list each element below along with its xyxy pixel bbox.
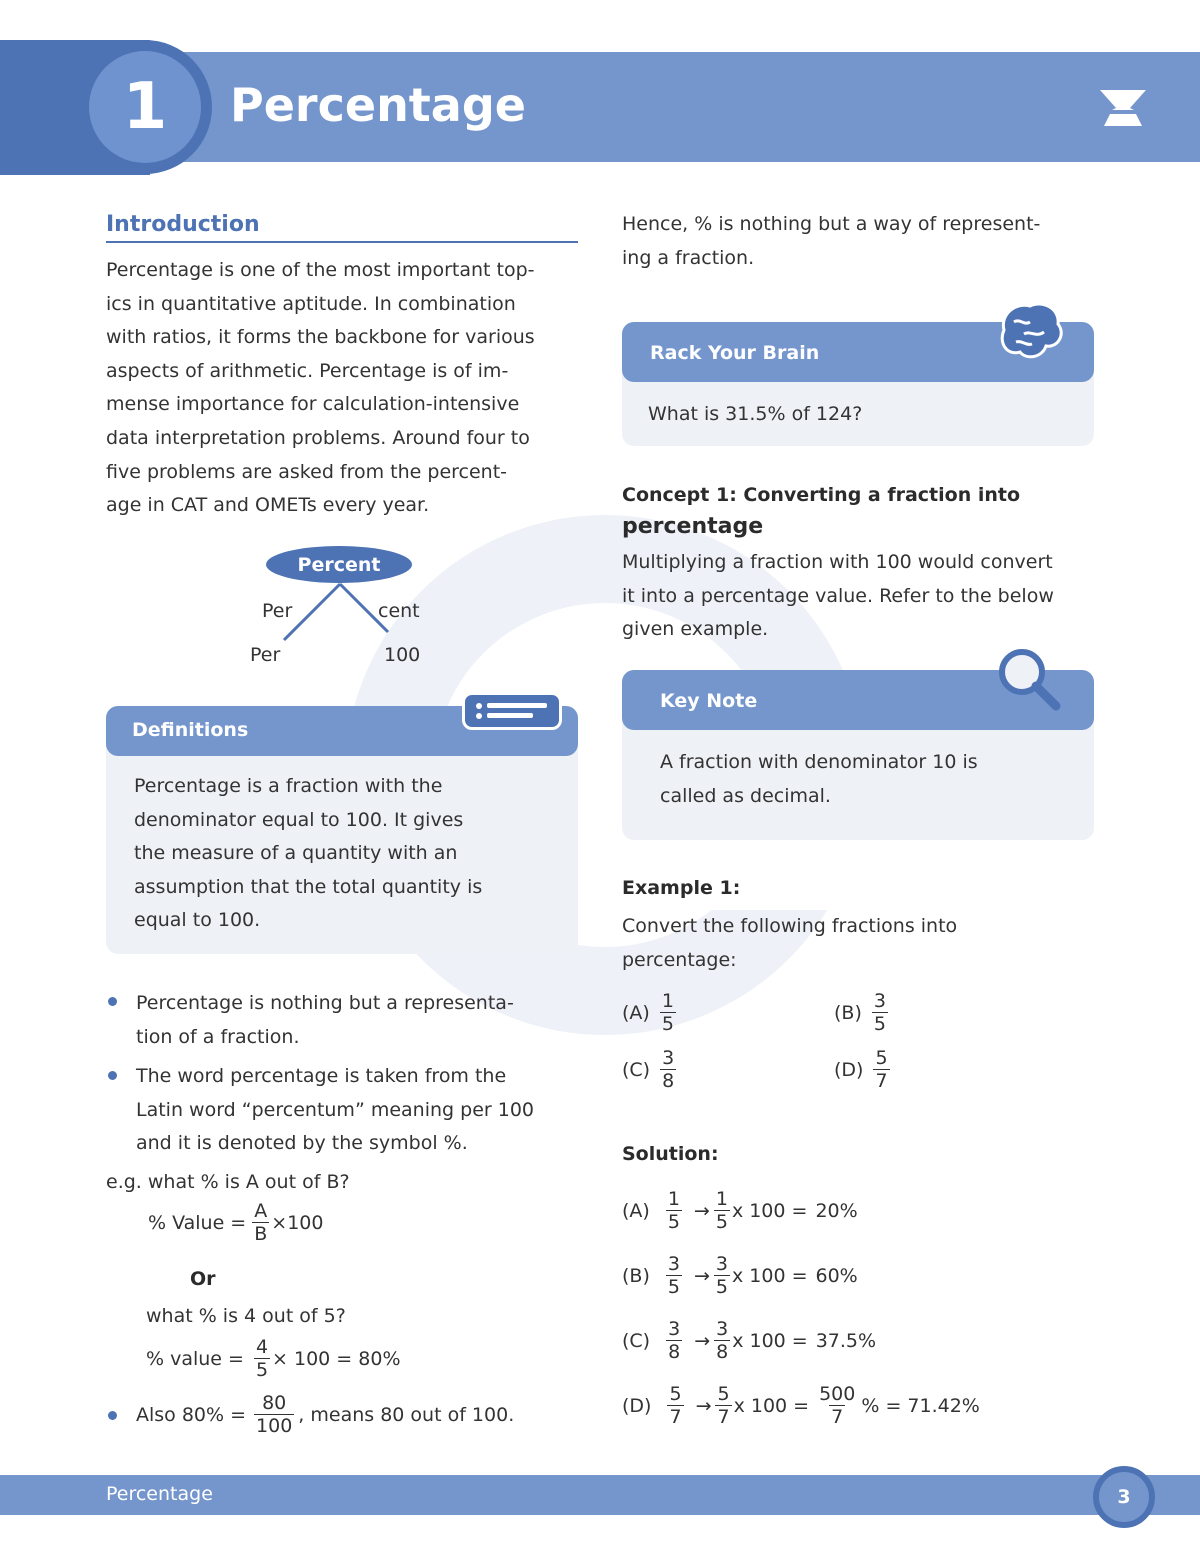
- diagram-left-branch: Per: [262, 600, 293, 622]
- bullet-line: The word percentage is taken from the: [136, 1065, 507, 1087]
- page-number-badge: [1093, 1466, 1155, 1528]
- solution-title: Solution:: [622, 1143, 719, 1165]
- heading-underline: [106, 241, 578, 243]
- or-separator: Or: [190, 1268, 216, 1290]
- footer-chapter-name: Percentage: [106, 1483, 213, 1505]
- arrow-icon: →: [693, 1264, 710, 1287]
- formula-multiplier: ×100: [271, 1211, 324, 1234]
- bullet-dot: [108, 1411, 117, 1420]
- diagram-right-branch: cent: [378, 600, 420, 622]
- definitions-title: Definitions: [132, 719, 249, 741]
- solution-result: 37.5%: [815, 1329, 877, 1352]
- fraction-denominator: 8: [668, 1341, 681, 1363]
- definition-line: the measure of a quantity with an: [134, 842, 458, 865]
- option-fraction: [660, 990, 676, 1035]
- bullet-item-3: [136, 1392, 514, 1437]
- solution-label: (C): [622, 1329, 651, 1352]
- solution-result: % = 71.42%: [861, 1394, 980, 1417]
- intro-line: aspects of arithmetic. Percentage is of im-: [106, 359, 509, 382]
- formula-4-of-5: [146, 1336, 401, 1381]
- solution-multiplier: x 100 =: [732, 1329, 808, 1352]
- solution-fraction: [817, 1383, 857, 1428]
- intro-line: age in CAT and OMETs every year.: [106, 494, 430, 517]
- formula-percent-value: [148, 1200, 323, 1245]
- paragraph-line: it into a percentage value. Refer to the below: [622, 584, 1054, 607]
- formula-label: % Value =: [148, 1211, 247, 1234]
- fraction-numerator: 80: [262, 1392, 287, 1414]
- solution-multiplier: x 100 =: [731, 1264, 808, 1287]
- definition-line: equal to 100.: [134, 909, 261, 932]
- intro-line: ics in quantitative aptitude. In combination: [106, 292, 516, 315]
- fraction-denominator: 5: [715, 1276, 728, 1298]
- bullet-item-1: [136, 987, 578, 1054]
- arrow-icon: →: [693, 1199, 710, 1222]
- key-note-line: A fraction with denominator 10 is: [660, 751, 978, 773]
- bullet-line: and it is denoted by the symbol %.: [136, 1132, 468, 1155]
- formula-label: % value =: [146, 1347, 244, 1370]
- option-label: (D): [834, 1058, 864, 1081]
- fraction-denominator: 7: [831, 1406, 844, 1428]
- fraction-denominator: 5: [667, 1211, 680, 1233]
- option-label: (A): [622, 1001, 650, 1024]
- paragraph-line: given example.: [622, 618, 769, 641]
- solution-c: [622, 1318, 876, 1363]
- fraction-numerator: 5: [875, 1047, 888, 1069]
- fraction-numerator: 1: [661, 990, 674, 1012]
- paragraph-line: Hence, % is nothing but a way of represent-: [622, 213, 1041, 235]
- bullet-line: Latin word “percentum” meaning per 100: [136, 1098, 534, 1121]
- fraction-numerator: 3: [716, 1318, 729, 1340]
- arrow-icon: →: [694, 1329, 711, 1352]
- solution-multiplier: x 100 =: [731, 1199, 808, 1222]
- arrow-icon: →: [695, 1394, 712, 1417]
- paragraph-line: Multiplying a fraction with 100 would convert: [622, 551, 1053, 573]
- fraction-denominator: 5: [661, 1013, 674, 1035]
- fraction-4-over-5: [254, 1336, 270, 1381]
- introduction-paragraph: [106, 254, 578, 523]
- intro-line: with ratios, it forms the backbone for various: [106, 326, 535, 349]
- page-number: 3: [1099, 1472, 1149, 1522]
- paragraph-line: percentage:: [622, 948, 737, 971]
- option-c: [622, 1047, 676, 1092]
- fraction-numerator: 5: [717, 1383, 730, 1405]
- fraction-denominator: 100: [256, 1415, 293, 1437]
- intro-line: mense importance for calculation-intensive: [106, 393, 520, 416]
- section-heading-introduction: Introduction: [106, 212, 260, 237]
- definition-line: denominator equal to 100. It gives: [134, 808, 464, 831]
- solution-result: 20%: [815, 1199, 858, 1222]
- fraction-numerator: A: [254, 1200, 268, 1222]
- example-question-2: what % is 4 out of 5?: [146, 1305, 346, 1327]
- definitions-text: [134, 770, 547, 938]
- intro-line: data interpretation problems. Around four to: [106, 426, 530, 449]
- fraction-numerator: 3: [668, 1318, 681, 1340]
- option-fraction: [872, 990, 888, 1035]
- example-question-1: e.g. what % is A out of B?: [106, 1171, 350, 1193]
- bullet-item-2: [136, 1060, 578, 1161]
- definition-line: assumption that the total quantity is: [134, 875, 483, 898]
- fraction-denominator: 5: [667, 1276, 680, 1298]
- fraction-denominator: B: [254, 1223, 268, 1245]
- chapter-title: Percentage: [230, 78, 526, 132]
- fraction-a-over-b: [252, 1200, 269, 1245]
- fraction-numerator: 4: [255, 1336, 269, 1358]
- chapter-number: 1: [89, 51, 201, 163]
- bullet-dot: [108, 997, 117, 1006]
- solution-fraction: [666, 1253, 682, 1298]
- option-label: (B): [834, 1001, 862, 1024]
- diagram-right-meaning: 100: [384, 644, 421, 666]
- solution-fraction: [714, 1253, 730, 1298]
- option-b: [834, 990, 888, 1035]
- solution-a: [622, 1188, 858, 1233]
- paragraph-line: ing a fraction.: [622, 246, 755, 269]
- fraction-denominator: 8: [662, 1070, 675, 1092]
- option-fraction: [660, 1047, 676, 1092]
- solution-fraction: [666, 1188, 682, 1233]
- key-note-line: called as decimal.: [660, 784, 831, 807]
- fraction-numerator: 500: [819, 1383, 856, 1405]
- key-note-text: [660, 746, 1064, 813]
- bullet-dot: [108, 1071, 117, 1080]
- example-prompt: [622, 910, 1094, 977]
- fraction-numerator: 3: [662, 1047, 675, 1069]
- chapter-number-badge: [78, 40, 212, 174]
- magnifier-icon: [996, 646, 1062, 712]
- bullet-text: Also 80% =: [136, 1403, 247, 1426]
- intro-line: five problems are asked from the percent-: [106, 460, 508, 483]
- solution-label: (B): [622, 1264, 650, 1287]
- fraction-denominator: 5: [873, 1013, 886, 1035]
- diagram-root-percent: Percent: [266, 546, 412, 583]
- fraction-denominator: 8: [716, 1341, 729, 1363]
- solution-b: [622, 1253, 858, 1298]
- bullet-line: Percentage is nothing but a representa-: [136, 992, 514, 1014]
- solution-label: (A): [622, 1199, 650, 1222]
- option-fraction: [873, 1047, 889, 1092]
- solution-d: [622, 1383, 980, 1428]
- example-title: Example 1:: [622, 877, 741, 899]
- solution-label: (D): [622, 1394, 652, 1417]
- option-a: [622, 990, 676, 1035]
- concept-title: Concept 1: Converting a fraction into: [622, 484, 1021, 506]
- key-note-title: Key Note: [660, 690, 758, 712]
- fraction-denominator: 7: [717, 1406, 730, 1428]
- concept-paragraph: [622, 546, 1094, 647]
- list-icon: [462, 692, 562, 730]
- bullet-line: tion of a fraction.: [136, 1025, 300, 1048]
- solution-fraction: [715, 1383, 731, 1428]
- fraction-denominator: 7: [875, 1070, 888, 1092]
- fraction-numerator: 5: [669, 1383, 682, 1405]
- rack-your-brain-title: Rack Your Brain: [650, 342, 820, 364]
- diagram-left-meaning: Per: [250, 644, 281, 666]
- hence-paragraph: [622, 208, 1094, 275]
- solution-fraction: [667, 1383, 683, 1428]
- fraction-denominator: 5: [255, 1359, 269, 1381]
- fraction-numerator: 3: [667, 1253, 680, 1275]
- fraction-numerator: 3: [873, 990, 886, 1012]
- option-label: (C): [622, 1058, 651, 1081]
- fraction-numerator: 3: [715, 1253, 728, 1275]
- solution-fraction: [714, 1188, 730, 1233]
- solution-multiplier: x 100 =: [733, 1394, 810, 1417]
- solution-result: 60%: [815, 1264, 858, 1287]
- intro-line: Percentage is one of the most important top-: [106, 259, 535, 281]
- fraction-numerator: 1: [667, 1188, 680, 1210]
- fraction-denominator: 5: [715, 1211, 728, 1233]
- rack-your-brain-question: What is 31.5% of 124?: [648, 403, 863, 425]
- fraction-numerator: 1: [715, 1188, 728, 1210]
- option-d: [834, 1047, 890, 1092]
- brain-icon: [994, 300, 1066, 364]
- formula-result: × 100 = 80%: [272, 1347, 401, 1370]
- hourglass-logo-icon: [1098, 88, 1148, 128]
- bullet-text: , means 80 out of 100.: [298, 1403, 515, 1426]
- solution-fraction: [666, 1318, 682, 1363]
- paragraph-line: Convert the following fractions into: [622, 915, 958, 937]
- concept-title-continued: percentage: [622, 514, 764, 539]
- fraction-denominator: 7: [669, 1406, 682, 1428]
- fraction-80-over-100: [254, 1392, 294, 1437]
- solution-fraction: [714, 1318, 730, 1363]
- definition-line: Percentage is a fraction with the: [134, 775, 443, 797]
